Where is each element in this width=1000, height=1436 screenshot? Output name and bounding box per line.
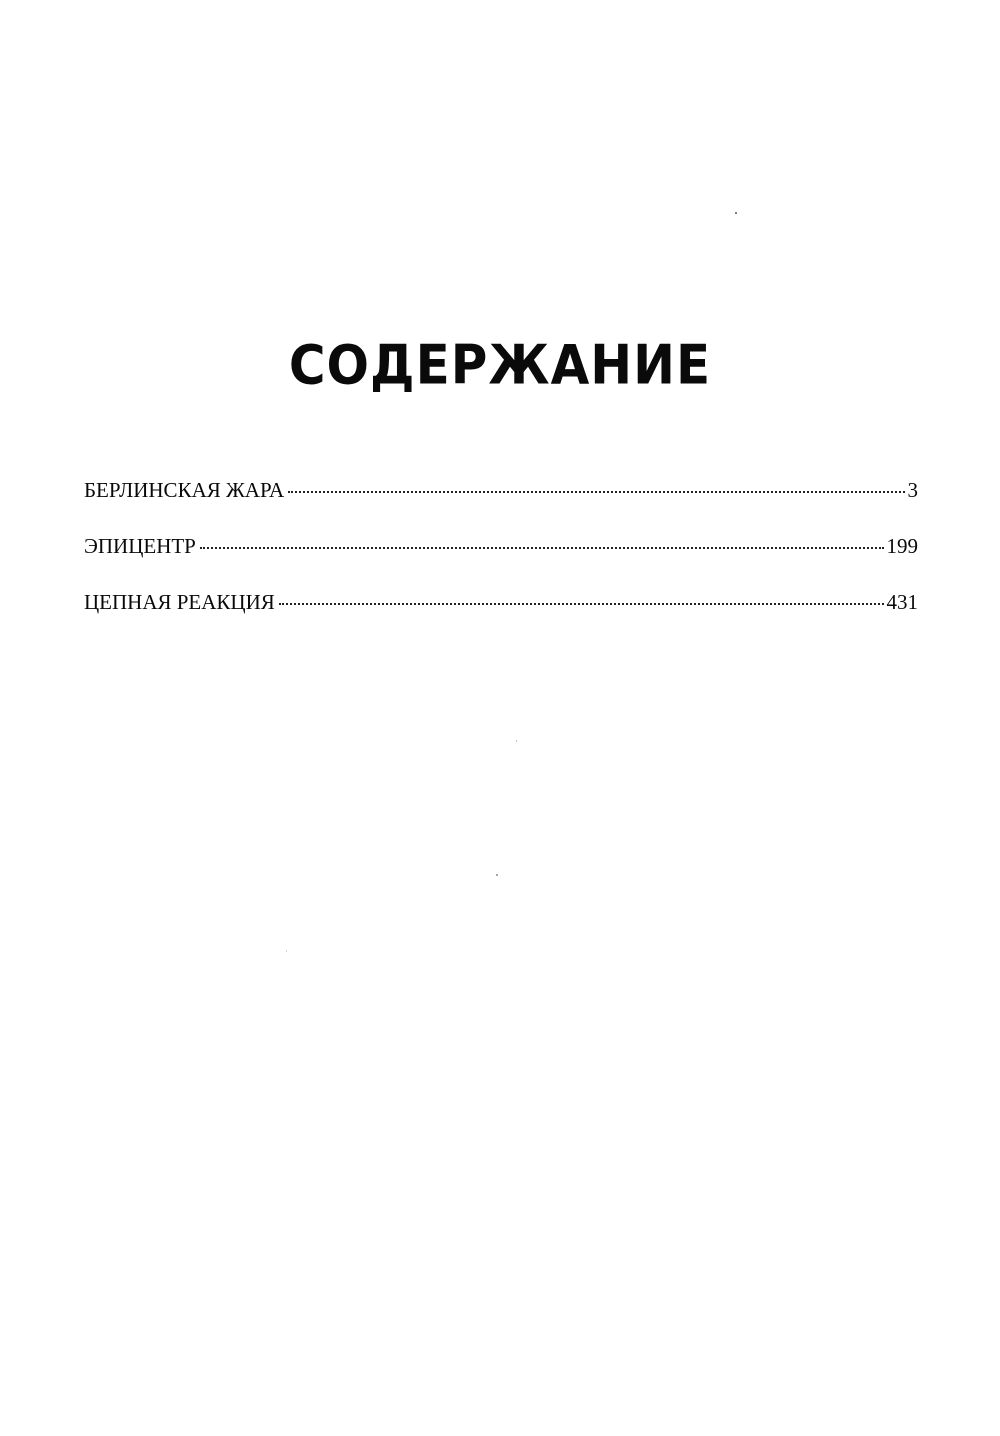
page-title: СОДЕРЖАНИЕ — [288, 333, 712, 397]
toc-entry-title: ЭПИЦЕНТР — [84, 534, 196, 558]
toc-entry-page: 3 — [907, 478, 918, 502]
dot-leader — [279, 603, 884, 605]
scan-speck — [735, 212, 737, 214]
scan-speck — [516, 740, 517, 742]
toc-entry-title: ЦЕПНАЯ РЕАКЦИЯ — [84, 590, 275, 614]
toc-entry — [84, 590, 918, 646]
toc-entry-title: БЕРЛИНСКАЯ ЖАРА — [84, 478, 285, 502]
dot-leader — [288, 491, 904, 493]
table-of-contents — [84, 478, 918, 646]
scan-speck — [496, 874, 498, 876]
toc-entry-page: 431 — [886, 590, 918, 614]
dot-leader — [200, 547, 884, 549]
toc-entry — [84, 534, 918, 590]
scan-speck — [286, 950, 287, 952]
toc-entry-page: 199 — [886, 534, 918, 558]
toc-entry — [84, 478, 918, 534]
